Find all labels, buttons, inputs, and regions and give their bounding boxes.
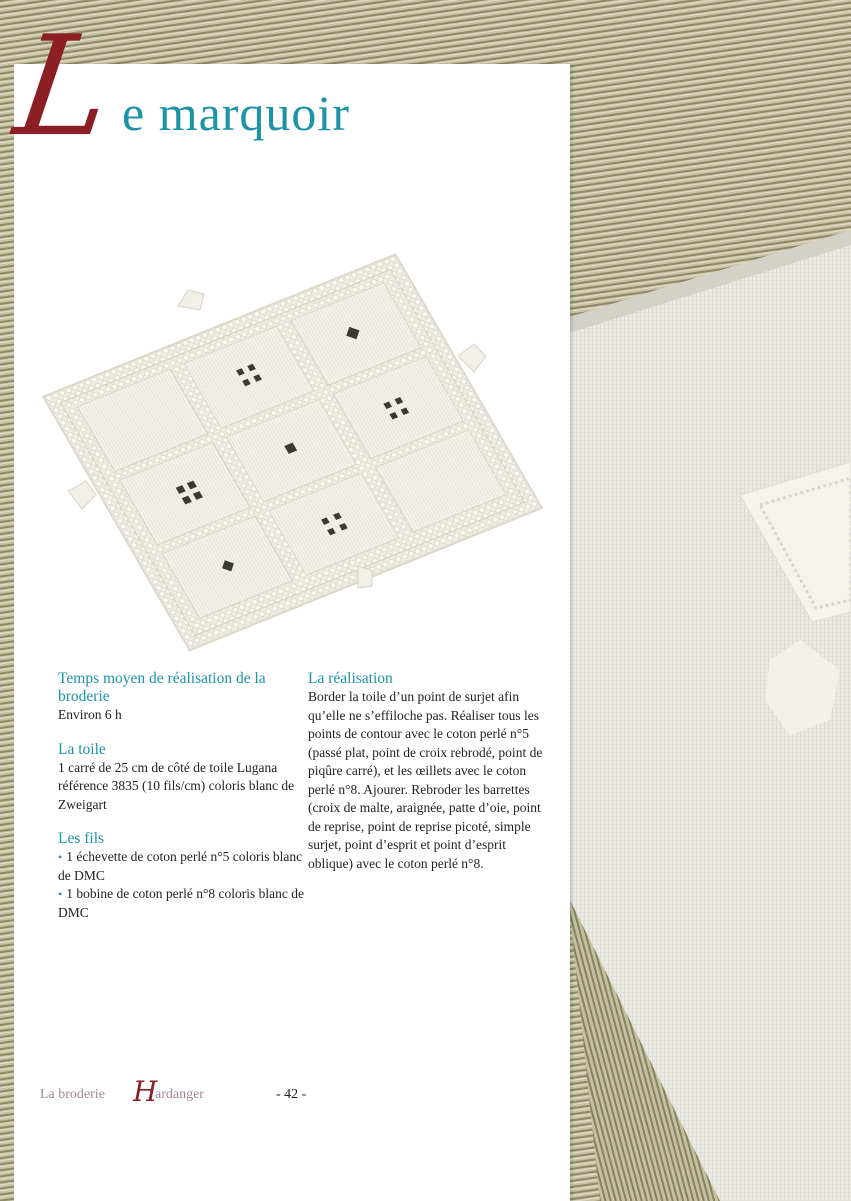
bullet-icon: • xyxy=(58,887,63,901)
list-item-text: 1 échevette de coton perlé n°5 coloris blanc de DMC xyxy=(58,849,303,883)
heading-instructions: La réalisation xyxy=(308,670,393,687)
title-initial: L xyxy=(6,6,122,167)
list-item xyxy=(58,885,308,922)
embroidery-photo xyxy=(28,236,548,656)
page-title xyxy=(6,6,458,167)
bullet-icon: • xyxy=(58,850,63,864)
instructions-column xyxy=(308,670,548,873)
footer-brand-prefix: La broderie xyxy=(40,1087,105,1102)
title-text: e marquoir xyxy=(122,85,350,141)
page-footer xyxy=(40,1075,560,1115)
footer-brand-initial: H xyxy=(133,1075,158,1108)
heading-threads: Les fils xyxy=(58,830,105,847)
section-threads xyxy=(58,830,308,922)
heading-time: Temps moyen de réalisation de la broderie xyxy=(58,670,266,705)
footer-brand-rest: ardanger xyxy=(155,1087,204,1102)
materials-column xyxy=(58,670,308,938)
section-time xyxy=(58,670,308,725)
instructions-text: Border la toile d’un point de surjet afin qu’elle ne s’effiloche pas. Réaliser tous les points de contour avec le coton perlé n°5 (passé plat, point de croix rebrodé, point de piqûre carré), et les œillets avec le coton perlé n°8. Ajourer. Rebroder les barrettes (croix de malte, araignée, patte d’oie, point de reprise, point de reprise picoté, simple surjet, point d’esprit et point d’esprit oblique) avec le coton perlé n°8. xyxy=(308,689,543,871)
time-value: Environ 6 h xyxy=(58,707,122,722)
section-fabric xyxy=(58,741,308,815)
list-item-text: 1 bobine de coton perlé n°8 coloris blanc de DMC xyxy=(58,886,305,920)
page-number: - 42 - xyxy=(276,1087,307,1102)
list-item xyxy=(58,848,308,885)
fabric-text: 1 carré de 25 cm de côté de toile Lugana référence 3835 (10 fils/cm) coloris blanc de Zweigart xyxy=(58,759,295,812)
heading-fabric: La toile xyxy=(58,740,106,758)
